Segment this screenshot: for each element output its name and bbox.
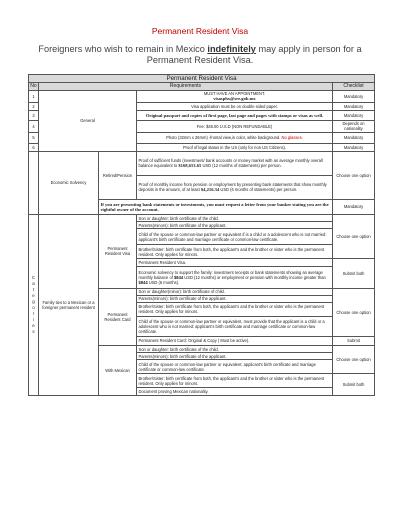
requirement-cell: Original passport and copies of first page, last page and pages with stamps or visas as well. (137, 110, 333, 120)
requirement-cell (137, 132, 333, 143)
requirements-table (28, 74, 375, 396)
checklist-cell: Submit both (333, 259, 375, 288)
label-letter: i (33, 317, 34, 323)
requirement-cell: Parents(minors): birth certificate of the applicant. (137, 222, 333, 229)
checklist-cell: Choose one option (333, 288, 375, 336)
checklist-cell: Choose one option (333, 214, 375, 258)
table-heading: Permanent Resident Visa (29, 75, 375, 83)
checklist-cell: Submit (333, 336, 375, 345)
intro-emphasis: indefinitely (207, 44, 256, 54)
row-number: 1 (29, 90, 39, 102)
requirement-cell: Parents(minors): birth certificate of the applicant. (137, 353, 333, 360)
requirement-cell: Permanent Resident Visa. (137, 259, 333, 266)
checklist-cell: Submit both (333, 374, 375, 396)
checklist-cell: Choose one option (333, 151, 375, 199)
amount-value: $844 (138, 279, 148, 285)
label-letter: a (32, 281, 35, 287)
label-letter: t (32, 287, 35, 293)
subcategory-retired: Retired/Pension (99, 151, 137, 199)
subcategory-resident-card: Permanent Resident Card (99, 288, 137, 345)
checklist-cell: Mandatory (333, 102, 375, 110)
category-family-ties: Family ties to a Mexican or a foreigner permanent resident (39, 214, 99, 395)
amount-value: $168,653.65 (178, 163, 202, 169)
requirement-cell: Permanent Resident Card: Original & Copy ( Must be active). (137, 336, 333, 345)
categories-vertical-label (29, 214, 39, 395)
requirement-text: USD (12 months) or employment or pension with monthly income greater than (183, 274, 326, 280)
requirement-text: Proof of sufficient funds (investment/ bank accounts or money market with an average monthly overall balance equivalent to (138, 158, 323, 169)
email-address: visasphx@sre.gob.mx (213, 96, 256, 102)
requirement-cell: Brother/Sister: birth certificate from both, the applicant's and the brother or sister who is the permanent resident. Only applies for minors. (137, 302, 333, 316)
label-letter: C (31, 275, 36, 281)
requirement-cell: Child of the spouse or common-law partner or equivalent: applicant's birth certificate and marriage certificate or common-law certificate. (137, 360, 333, 374)
subcategory-with-mexican: With Mexican (99, 345, 137, 395)
requirement-text: MUST HAVE AN APPOINTMENT. (203, 91, 266, 97)
row-number: 6 (29, 143, 39, 151)
requirement-cell: Proof of legal status in the US (only for non US Citizens). (137, 143, 333, 151)
requirement-cell: Son or daughter: birth certificate of the child. (137, 214, 333, 221)
subcategory-resident-visa: Permanent Resident Visa (99, 214, 137, 288)
label-letter: r (32, 311, 35, 317)
amount-value: $844 (174, 274, 184, 280)
requirement-cell: Brother/Sister: birth certificate from both, the applicant's and the brother or sister who is the permanent resident. Only applies for minors. (137, 245, 333, 259)
requirement-cell: Fee: $48.00 U.S.D (NON REFUNDABLE) (137, 120, 333, 132)
intro-text-end: may apply in person for a Permanent Resident Visa. (146, 44, 362, 65)
column-header-requirements: Requirements (39, 83, 333, 91)
requirement-cell: Child of the spouse or common-law partner or equivalent if is a child or a adolescent who is not married: applicant's birth certificate and marriage certificate or common-law certificate. (137, 229, 333, 245)
requirement-cell: Document proving Mexican nationality. (137, 388, 333, 396)
label-letter: e (32, 293, 35, 299)
requirement-cell: Brother/Sister: birth certificate from both, the applicant's and the brother or sister who is the permanent resident. Only applies for minors. (137, 374, 333, 388)
row-number: 2 (29, 102, 39, 110)
intro-text-start: Foreigners who wish to remain in Mexico (38, 44, 208, 54)
column-header-no: No (30, 82, 37, 89)
category-general: General (39, 90, 137, 151)
requirement-cell (137, 90, 333, 102)
label-letter: s (32, 329, 35, 335)
row-number: 5 (29, 132, 39, 143)
requirement-cell: Visa application must be on double sided paper. (137, 102, 333, 110)
requirement-text: Proof of monthly income from pension or employment by presenting bank statements that show monthly deposits in the amount, of at least (138, 182, 327, 193)
requirement-text: Economic solvency to support the family: investment receipts or bank statements showing an average monthly balance of (138, 269, 323, 280)
requirement-warning: No glasses. (281, 135, 303, 141)
requirement-text: USD (6 months). (147, 279, 180, 285)
checklist-cell: Choose one option (333, 345, 375, 373)
requirement-text: USD (6 months of statements) per person. (219, 187, 298, 193)
requirement-cell: Son or daughter: birth certificate of the child. (137, 345, 333, 352)
requirement-cell: Child of the spouse or common-law partner or equivalent, must provide that the applicant is a child or a adolescent who is not married: applicant's birth certificate and marriage certificate or common-law certificate. (137, 316, 333, 336)
checklist-cell: Mandatory (333, 199, 375, 214)
checklist-cell: Mandatory (333, 90, 375, 102)
bank-letter-note: If you are presenting bank statements or investments, you must request a letter from your banker stating you are the rightful owner of the account. (99, 199, 333, 214)
row-number: 3 (29, 110, 39, 120)
checklist-cell: Mandatory (333, 110, 375, 120)
requirement-text: Photo (32mm x 26mm) -frontal view,in color, white background. (166, 135, 282, 141)
requirement-cell (137, 175, 333, 199)
intro-paragraph (20, 44, 380, 66)
requirement-cell: Parents(minors): birth certificate of the applicant. (137, 295, 333, 302)
amount-value: $4,216.34 (200, 187, 220, 193)
column-header-checklist: Checklist (333, 83, 375, 91)
label-letter: e (32, 323, 35, 329)
table-row (29, 90, 375, 102)
page-title: Permanent Resident Visa (151, 26, 249, 36)
empty-number-cell (29, 151, 39, 214)
category-economic-solvency: Economic Solvency (39, 151, 99, 214)
requirement-cell (137, 266, 333, 288)
label-letter: o (32, 305, 35, 311)
checklist-cell: Depends on nationality (333, 120, 375, 132)
row-number: 4 (29, 120, 39, 132)
requirement-cell: Son or daughter(minor): birth certificate of child. (137, 288, 333, 295)
checklist-cell: Mandatory (333, 143, 375, 151)
checklist-cell: Mandatory (333, 132, 375, 143)
table-row (29, 214, 375, 221)
requirement-text: USD (12 months of statements) per person. (201, 163, 282, 169)
requirement-cell (137, 151, 333, 175)
table-row (29, 151, 375, 175)
label-letter: g (32, 299, 35, 305)
